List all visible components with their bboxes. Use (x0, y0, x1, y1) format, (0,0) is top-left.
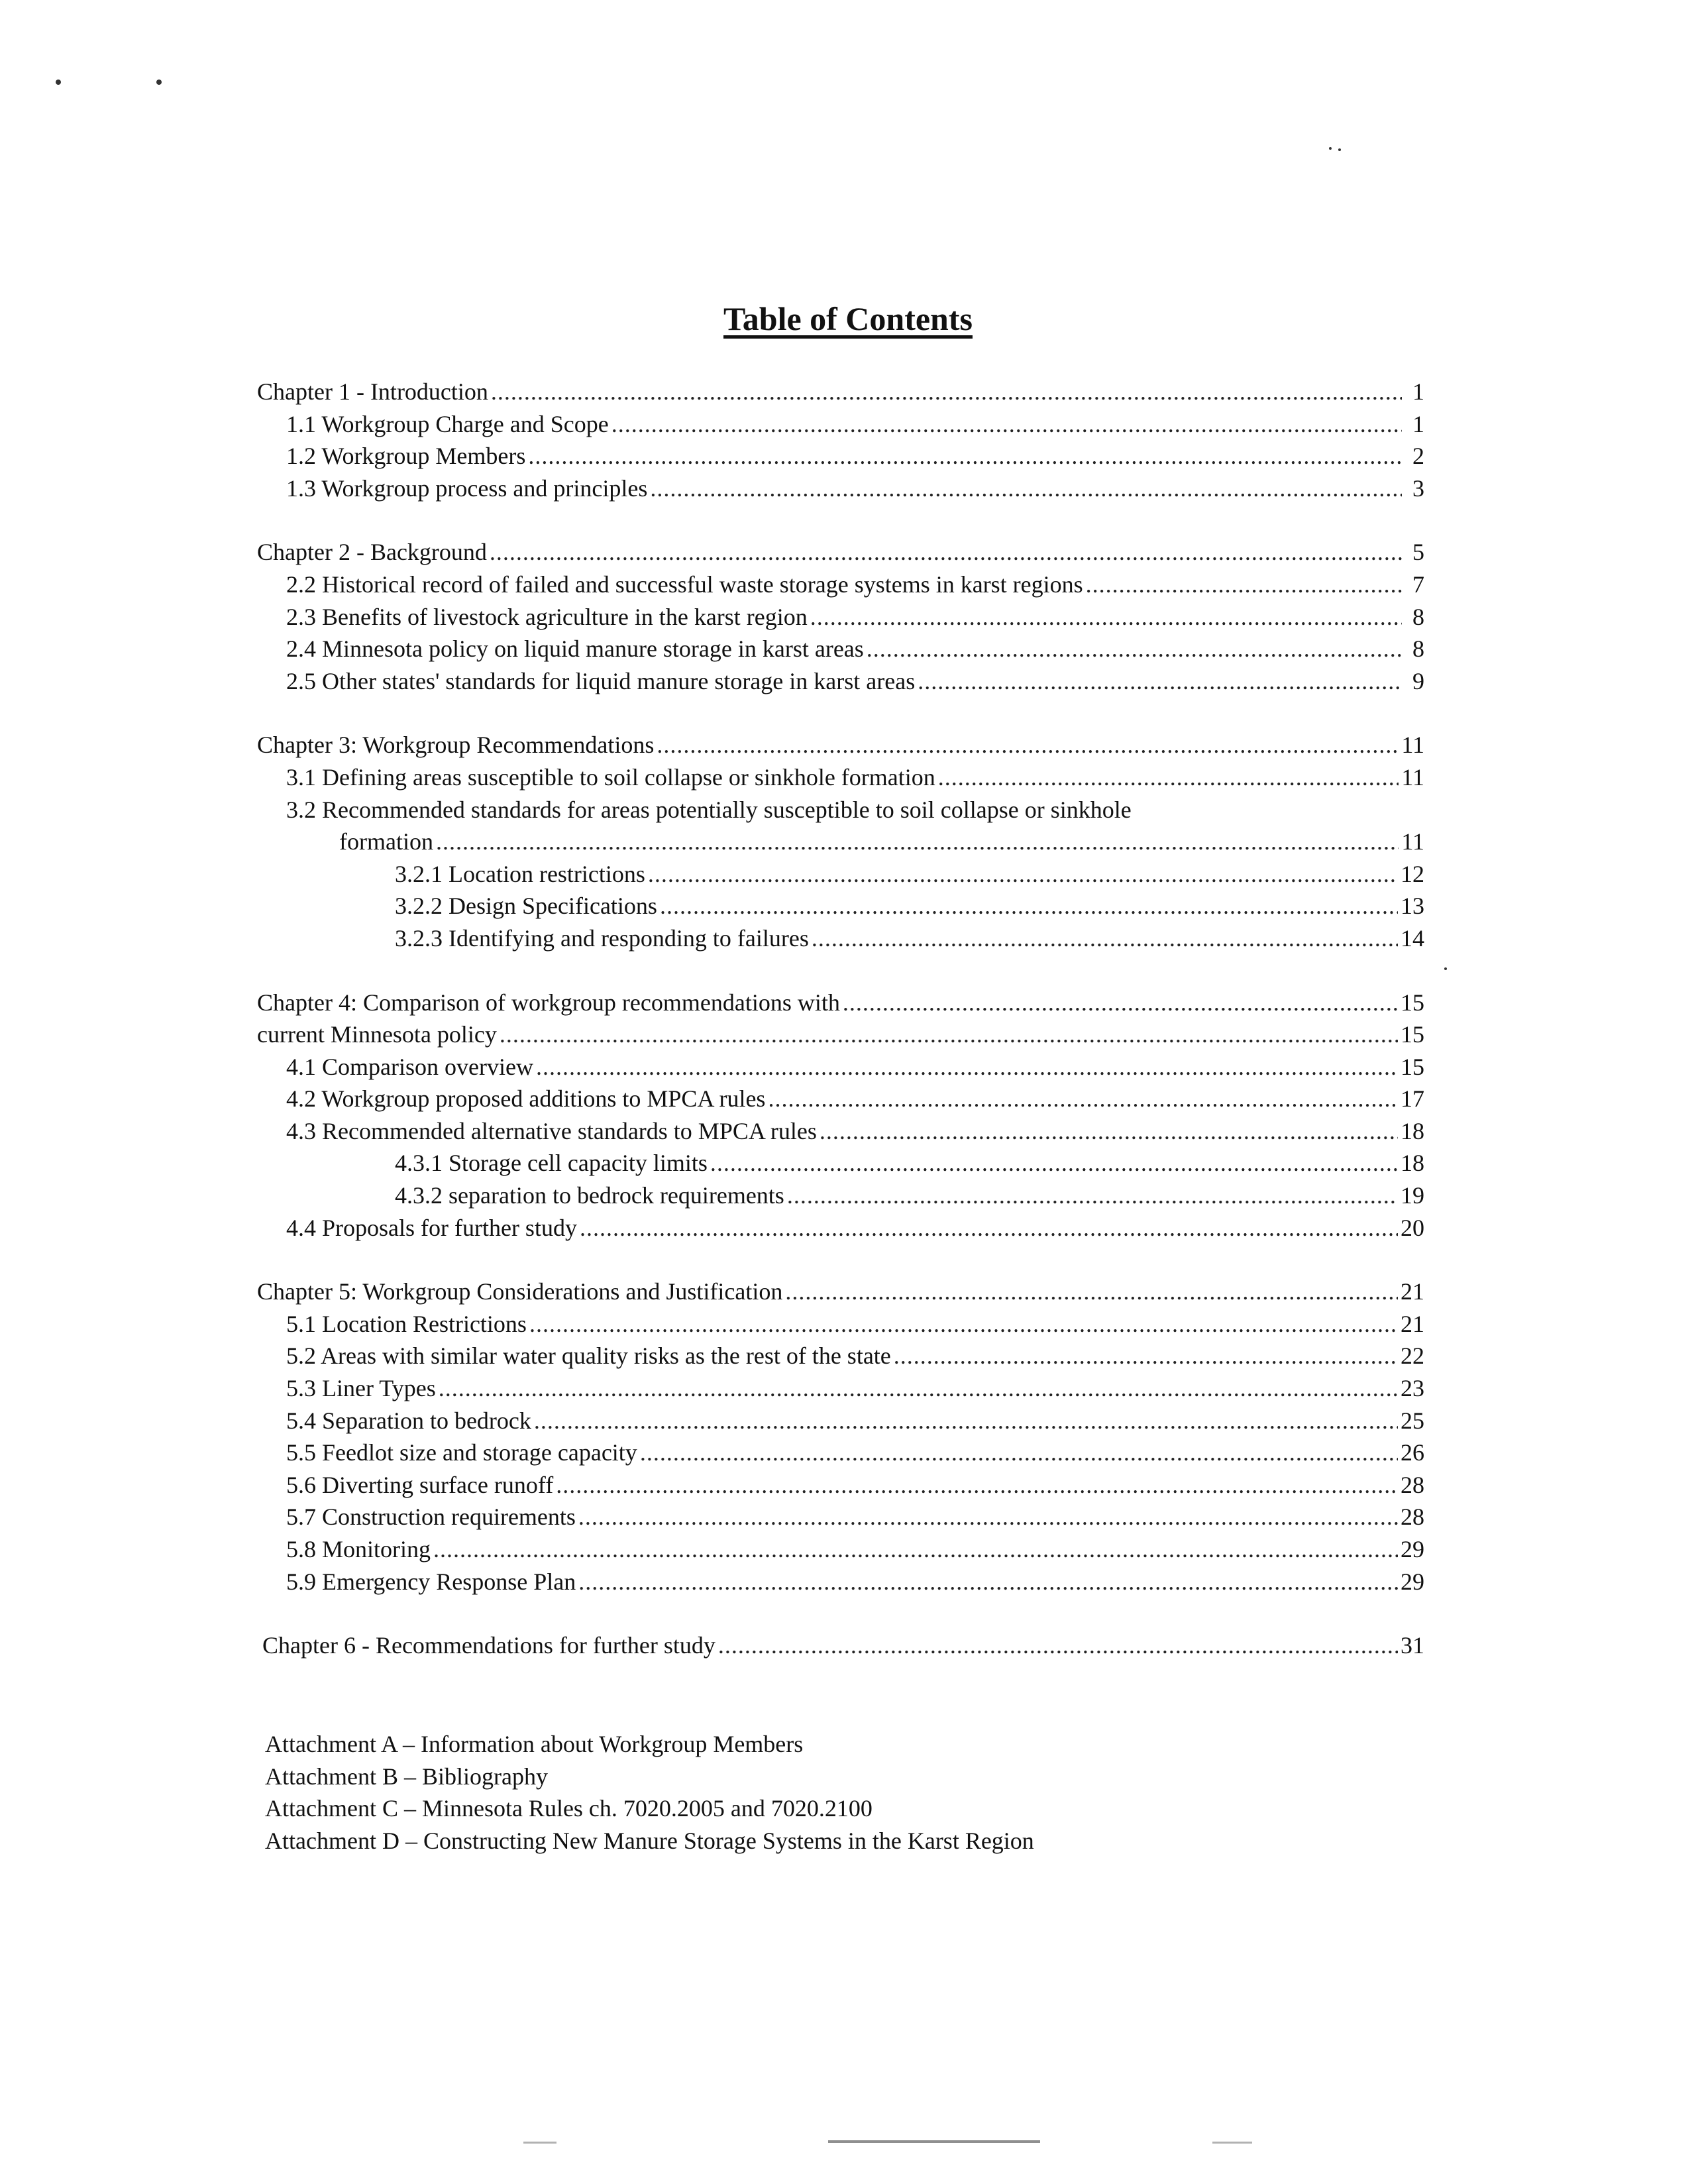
dot-leader (529, 1308, 1398, 1340)
toc-entry (0, 1115, 1424, 1148)
toc-entry (0, 1533, 1424, 1566)
toc-entry (0, 440, 1424, 472)
toc-entry (0, 536, 1424, 569)
toc-entry-label: 5.3 Liner Types (286, 1375, 436, 1402)
dot-leader (938, 761, 1399, 793)
toc-entry-page: 14 (1401, 924, 1424, 952)
dot-leader (787, 1179, 1398, 1211)
scan-speck (1338, 148, 1341, 151)
dot-leader (556, 1469, 1398, 1501)
toc-entry-label: 4.3.1 Storage cell capacity limits (395, 1150, 708, 1177)
toc-entry-page: 22 (1401, 1342, 1424, 1370)
toc-entry-label: 1.1 Workgroup Charge and Scope (286, 410, 609, 437)
toc-entry-page: 9 (1412, 667, 1424, 694)
dot-leader (491, 376, 1402, 408)
toc-entry-label: 4.3.2 separation to bedrock requirements (395, 1182, 784, 1209)
toc-entry-page: 3 (1412, 474, 1424, 502)
toc-entry (0, 376, 1424, 408)
attachment-item: Attachment A – Information about Workgroup Members (265, 1731, 804, 1757)
toc-entry (0, 1179, 1424, 1212)
scan-artifact (1212, 2142, 1252, 2144)
dot-leader (536, 1051, 1398, 1083)
toc-entry-label: 5.5 Feedlot size and storage capacity (286, 1439, 637, 1466)
dot-leader (785, 1276, 1398, 1307)
toc-entry-label: Chapter 2 - Background (257, 539, 487, 566)
dot-leader (611, 408, 1402, 440)
toc-entry (0, 408, 1424, 441)
dot-leader (528, 440, 1402, 472)
dot-leader (578, 1501, 1398, 1533)
attachment-item: Attachment D – Constructing New Manure Storage Systems in the Karst Region (265, 1827, 1034, 1854)
toc-entry-label: 2.2 Historical record of failed and successful waste storage systems in karst regions (286, 571, 1083, 598)
toc-entry-page: 17 (1401, 1085, 1424, 1113)
toc-entry-label: 4.3 Recommended alternative standards to MPCA rules (286, 1117, 817, 1144)
dot-leader (894, 1340, 1398, 1372)
toc-entry-page: 25 (1401, 1407, 1424, 1434)
dot-leader (867, 633, 1402, 665)
toc-entry (0, 987, 1424, 1019)
toc-entry-page: 19 (1401, 1182, 1424, 1209)
toc-entry (0, 922, 1424, 955)
dot-leader (660, 890, 1398, 922)
attachments-list (265, 1728, 1034, 1857)
toc-entry (0, 1405, 1424, 1437)
toc-entry-label: 3.1 Defining areas susceptible to soil collapse or sinkhole formation (286, 763, 935, 791)
toc-entry (0, 826, 1424, 858)
attachment-item: Attachment B – Bibliography (265, 1763, 548, 1790)
toc-entry-page: 11 (1401, 828, 1424, 855)
toc-entry-label: 1.3 Workgroup process and principles (286, 474, 648, 502)
toc-entry-page: 12 (1401, 860, 1424, 887)
toc-entry-label: Chapter 4: Comparison of workgroup recommendations with (257, 989, 840, 1016)
scan-speck (156, 80, 162, 85)
toc-entry-page: 31 (1401, 1632, 1424, 1659)
toc-entry (0, 1566, 1424, 1598)
dot-leader (820, 1115, 1398, 1147)
dot-leader (648, 858, 1398, 890)
toc-entry (0, 1276, 1424, 1308)
toc-entry-label: 5.8 Monitoring (286, 1536, 431, 1562)
toc-entry (0, 1340, 1424, 1372)
toc-entry-label: current Minnesota policy (257, 1021, 497, 1048)
toc-entry (0, 1372, 1424, 1405)
dot-leader (768, 1083, 1398, 1115)
toc-entry-label: 5.2 Areas with similar water quality risks as the rest of the state (286, 1342, 891, 1370)
toc-entry-page: 21 (1401, 1278, 1424, 1305)
toc-entry (0, 569, 1424, 601)
toc-entry (0, 761, 1424, 794)
toc-entry-label: 1.2 Workgroup Members (286, 443, 526, 470)
toc-entry-page: 2 (1412, 443, 1424, 470)
dot-leader (490, 536, 1402, 568)
toc-entry (0, 472, 1424, 505)
toc-entry-page: 26 (1401, 1439, 1424, 1466)
attachment-item: Attachment C – Minnesota Rules ch. 7020.2005 and 7020.2100 (265, 1795, 873, 1822)
toc-entry-page: 1 (1412, 410, 1424, 437)
dot-leader (812, 922, 1398, 954)
toc-entry-label: 2.3 Benefits of livestock agriculture in the karst region (286, 603, 808, 630)
toc-entry-label: 4.1 Comparison overview (286, 1053, 533, 1080)
toc-entry-label: 2.5 Other states' standards for liquid manure storage in karst areas (286, 667, 916, 694)
dot-leader (640, 1437, 1398, 1468)
toc-entry (0, 633, 1424, 665)
toc-entry-label: Chapter 3: Workgroup Recommendations (257, 732, 655, 759)
dot-leader (843, 987, 1398, 1018)
toc-entry (0, 1469, 1424, 1502)
toc-entry (0, 1629, 1424, 1662)
toc-entry-page: 18 (1401, 1117, 1424, 1144)
toc-entry (0, 1437, 1424, 1469)
dot-leader (439, 1372, 1398, 1404)
toc-entry-page: 15 (1401, 989, 1424, 1016)
dot-leader (534, 1405, 1398, 1437)
toc-entry (0, 858, 1424, 891)
toc-entry-page: 18 (1401, 1150, 1424, 1177)
toc-entry-page: 11 (1401, 763, 1424, 791)
toc-entry-label: 5.9 Emergency Response Plan (286, 1568, 576, 1595)
toc-entry-page: 8 (1412, 603, 1424, 630)
toc-entry (0, 665, 1424, 698)
toc-entry-label: Chapter 6 - Recommendations for further study (262, 1632, 716, 1659)
scan-speck (1329, 147, 1332, 150)
scan-artifact (828, 2140, 1040, 2143)
toc-entry-label: Chapter 1 - Introduction (257, 378, 488, 405)
toc-entry (0, 1147, 1424, 1179)
toc-entry (0, 890, 1424, 922)
toc-entry-page: 1 (1412, 378, 1424, 405)
dot-leader (578, 1566, 1398, 1598)
toc-entry (0, 729, 1424, 761)
toc-entry (0, 1308, 1424, 1340)
toc-entry-page: 20 (1401, 1214, 1424, 1241)
toc-entry (0, 1018, 1424, 1051)
toc-entry-label: 5.7 Construction requirements (286, 1503, 576, 1531)
dot-leader (433, 1533, 1398, 1565)
table-of-contents (0, 376, 1696, 1662)
toc-entry (0, 1501, 1424, 1533)
toc-entry-label: 5.6 Diverting surface runoff (286, 1471, 554, 1498)
toc-entry (0, 1051, 1424, 1083)
toc-entry-page: 13 (1401, 893, 1424, 920)
toc-entry-page: 29 (1401, 1568, 1424, 1595)
dot-leader (810, 601, 1402, 633)
toc-entry-page: 28 (1401, 1471, 1424, 1498)
toc-entry-page: 15 (1401, 1053, 1424, 1080)
toc-entry-label: 5.4 Separation to bedrock (286, 1407, 531, 1434)
toc-entry-page: 21 (1401, 1310, 1424, 1337)
toc-entry-label: 3.2.3 Identifying and responding to failures (395, 924, 809, 952)
dot-leader (580, 1212, 1398, 1244)
toc-entry-label: 3.2 Recommended standards for areas potentially susceptible to soil collapse or sinkhole (286, 796, 1132, 823)
toc-entry (0, 1212, 1424, 1244)
toc-entry-page: 28 (1401, 1503, 1424, 1531)
toc-entry-page: 8 (1412, 635, 1424, 663)
dot-leader (436, 826, 1399, 857)
page-title: Table of Contents (723, 300, 973, 337)
dot-leader (1086, 569, 1402, 600)
toc-entry-page: 5 (1412, 539, 1424, 566)
dot-leader (918, 665, 1402, 697)
dot-leader (718, 1629, 1398, 1661)
scan-speck (56, 80, 61, 85)
toc-entry-label: 5.1 Location Restrictions (286, 1310, 527, 1337)
toc-entry (0, 601, 1424, 633)
dot-leader (657, 729, 1399, 761)
toc-entry-page: 7 (1412, 571, 1424, 598)
toc-entry (0, 1083, 1424, 1115)
toc-entry-label: Chapter 5: Workgroup Considerations and Justification (257, 1278, 783, 1305)
dot-leader (650, 472, 1402, 504)
toc-entry-label: 4.4 Proposals for further study (286, 1214, 577, 1241)
toc-entry-page: 23 (1401, 1375, 1424, 1402)
toc-entry-label: 3.2.2 Design Specifications (395, 893, 657, 920)
toc-entry-label: 2.4 Minnesota policy on liquid manure storage in karst areas (286, 635, 864, 663)
toc-entry-page: 11 (1401, 732, 1424, 759)
dot-leader (710, 1147, 1398, 1179)
dot-leader (500, 1018, 1398, 1050)
scan-artifact (523, 2142, 556, 2144)
toc-entry-page: 29 (1401, 1536, 1424, 1562)
toc-entry-label: 3.2.1 Location restrictions (395, 860, 645, 887)
toc-entry-label: formation (339, 828, 433, 855)
toc-entry-label: 4.2 Workgroup proposed additions to MPCA rules (286, 1085, 766, 1113)
toc-entry-page: 15 (1401, 1021, 1424, 1048)
